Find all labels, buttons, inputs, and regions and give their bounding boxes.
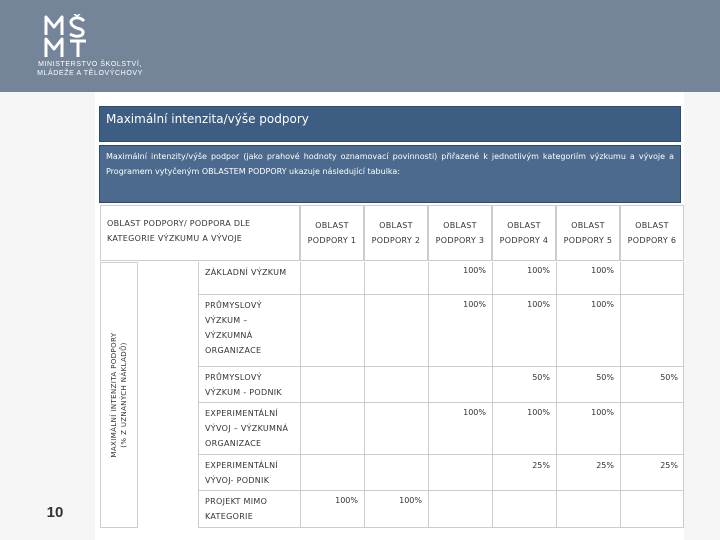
grid-line [364,262,365,528]
table-header-area-3: OBLAST PODPORY 3 [428,205,492,261]
table-cell: 100% [527,300,550,309]
table-row-label: PRŮMYSLOVÝ VÝZKUM - PODNIK [199,367,300,402]
slide-title: Maximální intenzita/výše podpory [99,106,681,142]
table-cell: 100% [591,300,614,309]
left-margin-strip [0,92,95,540]
table-header-area-5: OBLAST PODPORY 5 [556,205,620,261]
ministry-line-2: MLÁDEŽE A TĚLOVÝCHOVY [37,70,143,77]
grid-line [198,527,684,528]
grid-line [620,262,621,528]
grid-line [683,262,684,528]
table-row-label: PROJEKT MIMO KATEGORIE [199,491,300,527]
table-row-label: EXPERIMENTÁLNÍ VÝVOJ- PODNIK [199,455,300,490]
ministry-line-1: MINISTERSTVO ŠKOLSTVÍ, [38,61,142,68]
table-cell: 25% [660,461,678,470]
table-cell: 25% [532,461,550,470]
msmt-logo [40,14,130,60]
row-label-column [138,262,199,528]
vertical-axis-label [100,262,138,528]
vertical-label-line-2: (% Z UZNANÝCH NÁKLADŮ) [120,342,128,448]
table-cell: 25% [596,461,614,470]
header-band [0,0,720,92]
table-cell: 100% [463,300,486,309]
table-cell: 100% [591,408,614,417]
table-cell: 100% [335,496,358,505]
table-cell: 100% [463,408,486,417]
table-row-label: PRŮMYSLOVÝ VÝZKUM – VÝZKUMNÁ ORGANIZACE [199,295,300,366]
table-cell: 100% [399,496,422,505]
right-margin-strip [684,92,720,540]
table-cell: 50% [532,373,550,382]
table-header-area-4: OBLAST PODPORY 4 [492,205,556,261]
ministry-name [20,60,160,78]
table-header-area-2: OBLAST PODPORY 2 [364,205,428,261]
vertical-label-text [109,332,129,457]
table-row-label: EXPERIMENTÁLNÍ VÝVOJ – VÝZKUMNÁ ORGANIZACE [199,403,300,454]
table-cell: 100% [591,266,614,275]
table-row-label: ZÁKLADNÍ VÝZKUM [199,262,300,294]
table-cell: 100% [463,266,486,275]
table-cell: 100% [527,408,550,417]
table-cell: 100% [527,266,550,275]
table-cell: 50% [660,373,678,382]
table-header-area-1: OBLAST PODPORY 1 [300,205,364,261]
table-header-main: OBLAST PODPORY/ PODPORA DLE KATEGORIE VÝZKUMU A VÝVOJE [100,205,300,261]
table-cell: 50% [596,373,614,382]
table-header-area-6: OBLAST PODPORY 6 [620,205,684,261]
slide-description: Maximální intenzity/výše podpor (jako prahové hodnoty oznamovací povinnosti) přiřazené k jednotlivým kategoriím výzkumu a vývoje a Programem vytyčeným OBLASTEM PODPORY ukazuje následující tabulka: [99,145,681,203]
page-number: 10 [46,504,64,521]
grid-line [300,262,301,528]
vertical-label-line-1: MAXIMÁLNÍ INTENZITA PODPORY [110,332,118,458]
